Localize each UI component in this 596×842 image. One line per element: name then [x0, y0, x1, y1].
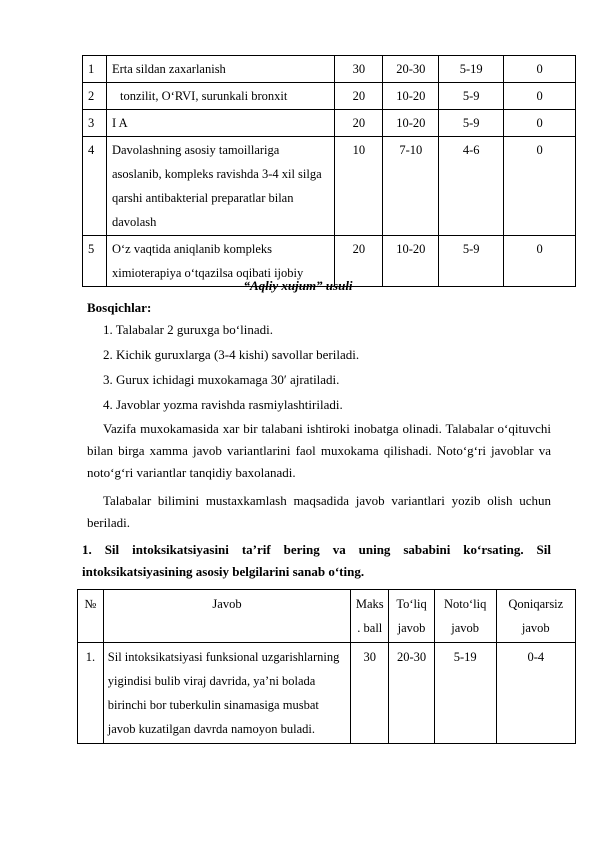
full-score: 7-10 [383, 137, 439, 236]
table-row [78, 643, 576, 744]
full-score: 20-30 [383, 56, 439, 83]
step-item: 3. Gurux ichidagi muxokamaga 30′ ajratiladi. [103, 372, 340, 387]
col-full-header: To‘liq javob [389, 590, 434, 643]
step-item: 4. Javoblar yozma ravishda rasmiylashtiriladi. [103, 397, 343, 412]
row-text: Sil intoksikatsiyasi funksional uzgarishlarning yigindisi bulib viraj davrida, ya’ni bolada birinchi bor tuberkulin sinamasiga musbat javob kuzatilgan davrda namoyon buladi. [103, 643, 350, 744]
table-row [83, 56, 576, 83]
partial-score: 5-19 [439, 56, 504, 83]
table-row [83, 110, 576, 137]
step-item: 1. Talabalar 2 guruxga bo‘linadi. [103, 322, 273, 337]
row-number: 5 [83, 236, 107, 287]
unsat-score: 0 [504, 56, 576, 83]
unsat-score: 0 [504, 83, 576, 110]
row-number: 1. [78, 643, 104, 744]
full-score: 10-20 [383, 236, 439, 287]
col-partial-header: Noto‘liq javob [434, 590, 496, 643]
table-header-row [78, 590, 576, 643]
max-score: 10 [335, 137, 383, 236]
row-number: 1 [83, 56, 107, 83]
unsat-score: 0 [504, 236, 576, 287]
max-score: 30 [335, 56, 383, 83]
max-score: 20 [335, 236, 383, 287]
table-row [83, 83, 576, 110]
unsat-score: 0 [504, 110, 576, 137]
table-row [83, 137, 576, 236]
full-score: 20-30 [389, 643, 434, 744]
row-number: 3 [83, 110, 107, 137]
partial-score: 5-19 [434, 643, 496, 744]
paragraph-discussion: Vazifa muxokamasida xar bir talabani ishtiroki inobatga olinadi. Talabalar o‘qituvchi bilan birga xamma javob variantlarini faol muxokama qilishadi. Noto‘g‘ri javoblar va noto‘g‘ri variantlar tanqidiy baxolanadi. [87, 421, 551, 480]
row-text: Erta sildan zaxarlanish [106, 56, 335, 83]
step-item: 2. Kichik guruxlarga (3-4 kishi) savollar beriladi. [103, 347, 360, 362]
row-text: tonzilit, O‘RVI, surunkali bronxit [106, 83, 335, 110]
unsat-score: 0 [504, 137, 576, 236]
col-answer-header: Javob [103, 590, 350, 643]
full-score: 10-20 [383, 83, 439, 110]
steps-heading: Bosqichlar: [87, 300, 152, 315]
scoring-table-1 [82, 55, 576, 287]
row-text: I A [106, 110, 335, 137]
partial-score: 4-6 [439, 137, 504, 236]
row-text: O‘z vaqtida aniqlanib kompleks ximioterapiya o‘tqazilsa oqibati ijobiy [106, 236, 335, 287]
col-number-header: № [78, 590, 104, 643]
paragraph-answers: Talabalar bilimini mustaxkamlash maqsadida javob variantlari yozib olish uchun beriladi. [87, 493, 551, 530]
unsat-score: 0-4 [496, 643, 575, 744]
max-score: 20 [335, 83, 383, 110]
partial-score: 5-9 [439, 83, 504, 110]
row-number: 2 [83, 83, 107, 110]
question-heading: 1. Sil intoksikatsiyasini ta’rif bering va uning sababini ko‘rsating. Sil intoksikatsiyasining asosiy belgilarini sanab o‘ting. [82, 542, 551, 579]
partial-score: 5-9 [439, 236, 504, 287]
method-title: “Aqliy xujum” usuli [243, 278, 353, 293]
max-score: 20 [335, 110, 383, 137]
full-score: 10-20 [383, 110, 439, 137]
col-max-header: Maks . ball [351, 590, 389, 643]
partial-score: 5-9 [439, 110, 504, 137]
max-score: 30 [351, 643, 389, 744]
row-number: 4 [83, 137, 107, 236]
row-text: Davolashning asosiy tamoillariga asoslanib, kompleks ravishda 3-4 xil silga qarshi antibakterial preparatlar bilan davolash [106, 137, 335, 236]
scoring-table-2 [77, 589, 576, 744]
col-unsat-header: Qoniqarsiz javob [496, 590, 575, 643]
